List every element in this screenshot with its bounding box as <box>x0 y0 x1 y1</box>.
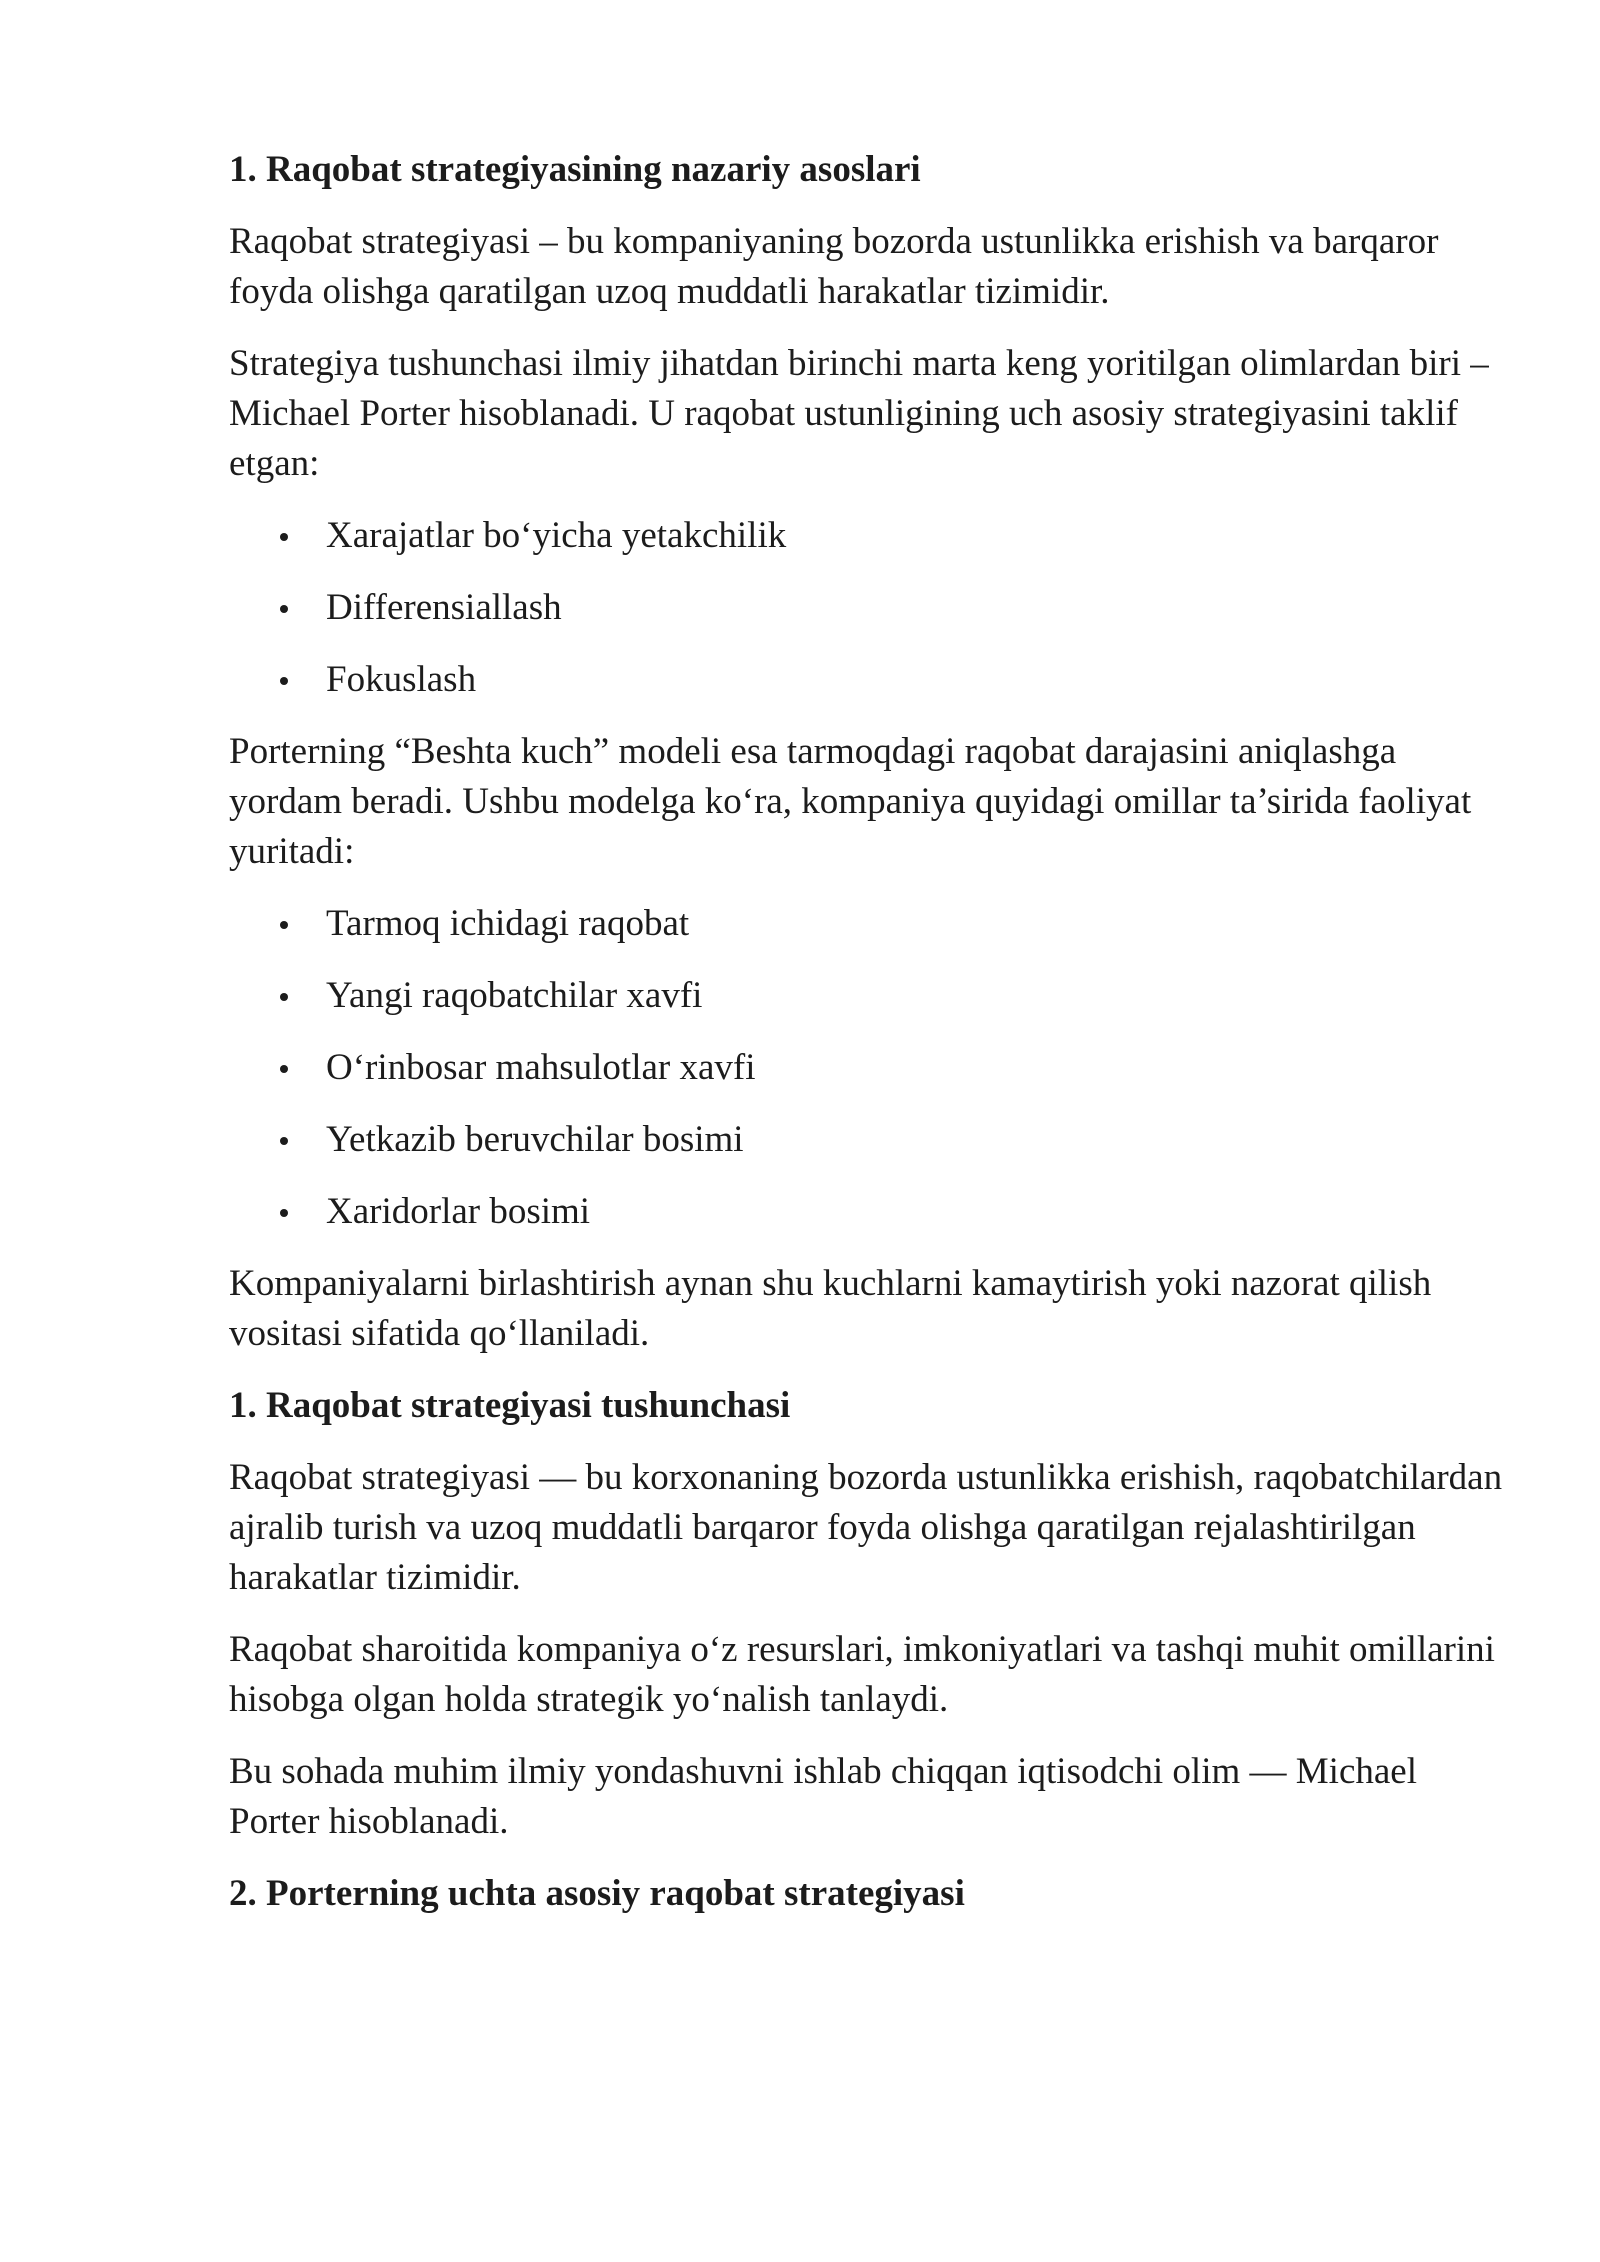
bullet-icon <box>280 677 288 685</box>
section-1-heading: 1. Raqobat strategiyasining nazariy asoslari <box>229 149 921 190</box>
strategies-list <box>229 511 1509 705</box>
list-item-label: Yangi raqobatchilar xavfi <box>326 975 703 1016</box>
list-item-label: O‘rinbosar mahsulotlar xavfi <box>326 1047 756 1088</box>
section-2-heading: 1. Raqobat strategiyasi tushunchasi <box>229 1385 791 1426</box>
bullet-icon <box>280 1137 288 1145</box>
list-item-label: Differensiallash <box>326 587 562 628</box>
list-item <box>229 1115 1509 1165</box>
list-item <box>229 655 1509 705</box>
list-item <box>229 1187 1509 1237</box>
list-item <box>229 1043 1509 1093</box>
list-item-label: Xarajatlar bo‘yicha yetakchilik <box>326 515 787 556</box>
section-2-paragraph-conditions: Raqobat sharoitida kompaniya o‘z resurslari, imkoniyatlari va tashqi muhit omillarini hisobga olgan holda strategik yo‘nalish tanlaydi. <box>229 1629 1495 1720</box>
section-2-paragraph-porter: Bu sohada muhim ilmiy yondashuvni ishlab chiqqan iqtisodchi olim — Michael Porter hisoblanadi. <box>229 1751 1417 1842</box>
list-item <box>229 583 1509 633</box>
list-item-label: Xaridorlar bosimi <box>326 1191 591 1232</box>
section-1-paragraph-definition: Raqobat strategiyasi – bu kompaniyaning bozorda ustunlikka erishish va barqaror foyda olishga qaratilgan uzoq muddatli harakatlar tizimidir. <box>229 221 1439 312</box>
list-item <box>229 971 1509 1021</box>
document-page <box>229 145 1509 1941</box>
bullet-icon <box>280 533 288 541</box>
list-item <box>229 899 1509 949</box>
section-1-paragraph-five-forces: Porterning “Beshta kuch” modeli esa tarmoqdagi raqobat darajasini aniqlashga yordam beradi. Ushbu modelga ko‘ra, kompaniya quyidagi omillar ta’sirida faoliyat yuritadi: <box>229 731 1472 872</box>
bullet-icon <box>280 605 288 613</box>
section-3-heading: 2. Porterning uchta asosiy raqobat strategiyasi <box>229 1873 965 1914</box>
list-item <box>229 511 1509 561</box>
bullet-icon <box>280 1209 288 1217</box>
list-item-label: Tarmoq ichidagi raqobat <box>326 903 690 944</box>
section-2-paragraph-definition: Raqobat strategiyasi — bu korxonaning bozorda ustunlikka erishish, raqobatchilardan ajralib turish va uzoq muddatli barqaror foyda olishga qaratilgan rejalashtirilgan harakatlar tizimidir. <box>229 1457 1503 1598</box>
five-forces-list <box>229 899 1509 1237</box>
list-item-label: Yetkazib beruvchilar bosimi <box>326 1119 744 1160</box>
bullet-icon <box>280 993 288 1001</box>
bullet-icon <box>280 921 288 929</box>
section-1-paragraph-porter: Strategiya tushunchasi ilmiy jihatdan birinchi marta keng yoritilgan olimlardan biri – Michael Porter hisoblanadi. U raqobat ustunligining uch asosiy strategiyasini taklif etgan: <box>229 343 1489 484</box>
list-item-label: Fokuslash <box>326 659 477 700</box>
section-1-paragraph-mergers: Kompaniyalarni birlashtirish aynan shu kuchlarni kamaytirish yoki nazorat qilish vositasi sifatida qo‘llaniladi. <box>229 1263 1432 1354</box>
bullet-icon <box>280 1065 288 1073</box>
